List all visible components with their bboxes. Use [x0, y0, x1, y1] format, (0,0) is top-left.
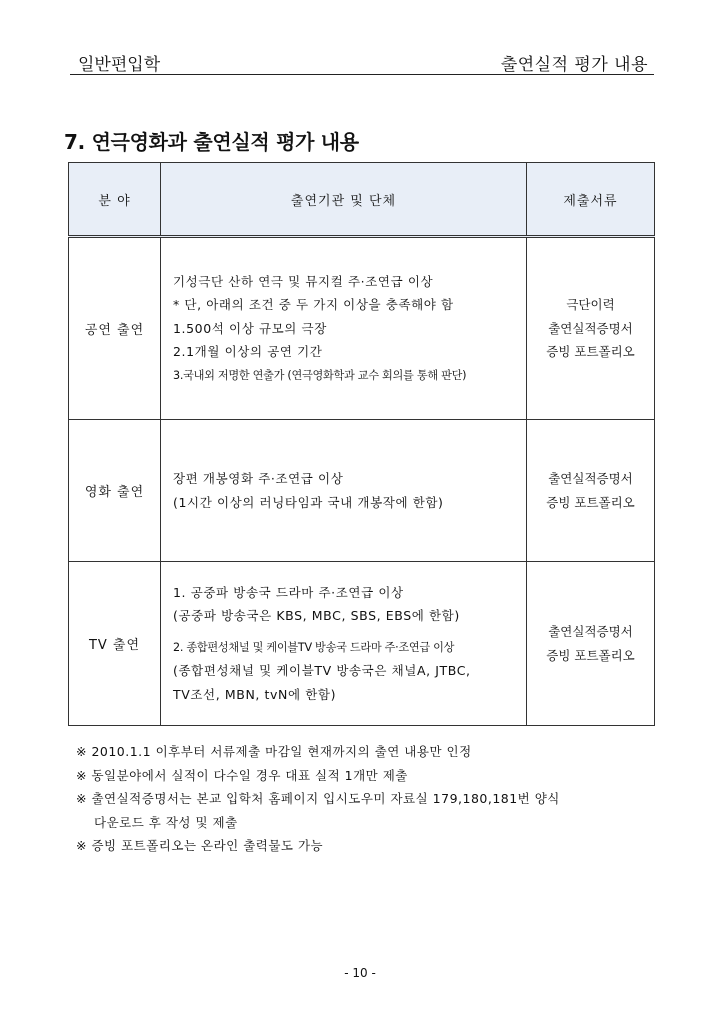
header-organization: 출연기관 및 단체 — [161, 163, 527, 237]
org-line: 1.500석 이상 규모의 극장 — [173, 320, 327, 336]
header-left-text: 일반편입학 — [78, 55, 161, 75]
note-item: ※ 출연실적증명서는 본교 입학처 홈페이지 입시도우미 자료실 179,180,181번 양식 — [76, 791, 560, 806]
doc-line: 출연실적증명서 — [548, 471, 633, 486]
table-row — [69, 420, 655, 562]
doc-line: 출연실적증명서 — [548, 320, 633, 336]
table-row — [69, 562, 655, 726]
org-line: (종합편성채널 및 케이블TV 방송국은 채널A, JTBC, — [173, 663, 471, 679]
note-item: ※ 2010.1.1 이후부터 서류제출 마감일 현재까지의 출연 내용만 인정 — [76, 744, 472, 759]
org-line: 기성극단 산하 연극 및 뮤지컬 주·조연급 이상 — [173, 273, 434, 289]
org-line: 3.국내외 저명한 연출가 (연극영화학과 교수 회의를 통해 판단) — [173, 368, 467, 382]
row-organization — [161, 237, 527, 420]
org-line: 2.1개월 이상의 공연 기간 — [173, 344, 323, 360]
evaluation-table — [68, 162, 655, 726]
note-item-continuation: 다운로드 후 작성 및 제출 — [94, 814, 238, 830]
row-organization — [161, 420, 527, 562]
org-line: (공중파 방송국은 KBS, MBC, SBS, EBS에 한함) — [173, 608, 460, 624]
header-documents: 제출서류 — [527, 163, 655, 237]
note-item: ※ 증빙 포트폴리오는 온라인 출력물도 가능 — [76, 838, 324, 853]
org-line: 2. 종합편성채널 및 케이블TV 방송국 드라마 주·조연급 이상 — [173, 640, 455, 654]
row-category: 영화 출연 — [69, 420, 161, 562]
table-header-row — [69, 163, 655, 237]
doc-line: 극단이력 — [566, 297, 615, 313]
doc-line: 증빙 포트폴리오 — [546, 494, 635, 510]
row-category: 공연 출연 — [69, 237, 161, 420]
table-row — [69, 237, 655, 420]
notes-list — [76, 740, 656, 858]
org-line: 장편 개봉영화 주·조연급 이상 — [173, 471, 344, 486]
header-right-text: 출연실적 평가 내용 — [500, 55, 648, 75]
row-documents — [527, 420, 655, 562]
row-documents — [527, 237, 655, 420]
note-item: ※ 동일분야에서 실적이 다수일 경우 대표 실적 1개만 제출 — [76, 767, 408, 783]
page-header — [70, 46, 654, 75]
org-line: 1. 공중파 방송국 드라마 주·조연급 이상 — [173, 584, 404, 600]
page-number: - 10 - — [344, 966, 376, 980]
row-organization — [161, 562, 527, 726]
row-documents — [527, 562, 655, 726]
org-line: TV조선, MBN, tvN에 한함) — [173, 686, 337, 702]
org-line: (1시간 이상의 러닝타임과 국내 개봉작에 한함) — [173, 494, 444, 510]
doc-line: 출연실적증명서 — [548, 624, 633, 639]
doc-line: 증빙 포트폴리오 — [546, 344, 635, 360]
org-line-spacer — [173, 628, 525, 636]
section-title: 7. 연극영화과 출연실적 평가 내용 — [64, 130, 359, 154]
header-category: 분 야 — [69, 163, 161, 237]
row-category: TV 출연 — [69, 562, 161, 726]
doc-line: 증빙 포트폴리오 — [546, 647, 635, 663]
org-line: * 단, 아래의 조건 중 두 가지 이상을 충족해야 함 — [173, 297, 454, 313]
